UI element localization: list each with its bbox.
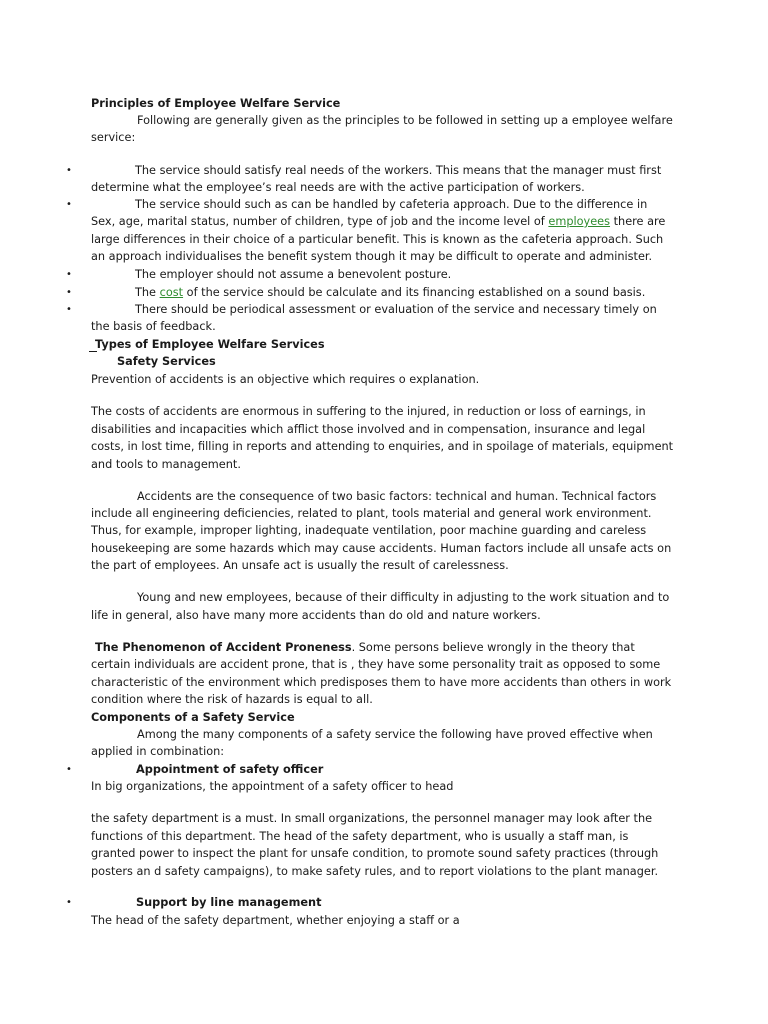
b2-line-2-pre: Sex, age, marital status, number of children, type of job and the income level of [91, 215, 549, 228]
b4-post: of the service should be calculate and its financing established on a sound basis. [183, 286, 646, 299]
costs-line-1: The costs of accidents are enormous in suffering to the injured, in reduction or loss of earnings, in [91, 405, 646, 418]
components-line-2: applied in combination: [91, 745, 225, 758]
section-title: Principles of Employee Welfare Service [91, 97, 341, 110]
components-heading: Components of a Safety Service [91, 711, 295, 724]
b1-line-1: The service should satisfy real needs of the workers. This means that the manager must first [135, 164, 662, 177]
proneness-line-2: certain individuals are accident prone, that is , they have some personality trait as opposed to some [91, 658, 661, 671]
proneness-heading: The Phenomenon of Accident Proneness [95, 641, 352, 654]
cost-link[interactable]: cost [159, 286, 184, 299]
b3-line: The employer should not assume a benevolent posture. [135, 268, 452, 281]
proneness-line-1-post: . Some persons believe wrongly in the theory that [351, 641, 635, 654]
dept-line-3: granted power to inspect the plant for unsafe condition, to promote sound safety practices (through [91, 847, 659, 860]
factors-line-1: Accidents are the consequence of two basic factors: technical and human. Technical factors [137, 490, 657, 503]
bullet-1: • [66, 165, 72, 176]
bullet-5: • [66, 304, 72, 315]
appointment-paragraph: In big organizations, the appointment of a safety officer to head [91, 780, 454, 793]
bullet-6: • [66, 764, 72, 775]
dept-line-1: the safety department is a must. In small organizations, the personnel manager may look after the [91, 812, 653, 825]
employees-link[interactable]: employees [548, 215, 611, 228]
b2-line-2 [91, 213, 665, 230]
b1-line-2: determine what the employee’s real needs are with the active participation of workers. [91, 181, 585, 194]
young-line-2: life in general, also have many more accidents than do old and nature workers. [91, 609, 541, 622]
dept-line-4: posters an d safety campaigns), to make safety rules, and to report violations to the plant manager. [91, 865, 659, 878]
list-dash [89, 351, 97, 352]
bullet-4: • [66, 287, 72, 298]
costs-line-2: disabilities and incapacities which afflict those involved and in compensation, insurance and legal [91, 423, 646, 436]
components-line-1: Among the many components of a safety service the following have proved effective when [137, 728, 653, 741]
factors-line-4: housekeeping are some hazards which may cause accidents. Human factors include all unsafe acts on [91, 542, 672, 555]
dept-line-2: functions of this department. The head of the safety department, who is usually a staff man, is [91, 830, 629, 843]
bullet-2: • [66, 199, 72, 210]
prevention-paragraph: Prevention of accidents is an objective which requires o explanation. [91, 373, 480, 386]
safety-heading: Safety Services [117, 355, 216, 368]
proneness-line-4: condition where the risk of hazards is equal to all. [91, 693, 373, 706]
proneness-line-3: characteristic of the environment which predisposes them to have more accidents than others in work [91, 676, 672, 689]
intro-line-2: service: [91, 131, 136, 144]
support-heading: Support by line management [136, 896, 322, 909]
b5-line-2: the basis of feedback. [91, 320, 216, 333]
intro-line-1: Following are generally given as the principles to be followed in setting up a employee welfare [137, 114, 673, 127]
costs-line-3: costs, in lost time, filling in reports and attending to enquiries, and in spoilage of materials, equipment [91, 440, 674, 453]
costs-line-4: and tools to management. [91, 458, 241, 471]
b4-line [135, 284, 645, 301]
factors-line-2: include all engineering deficiencies, related to plant, tools material and general work environment. [91, 507, 652, 520]
support-paragraph: The head of the safety department, whether enjoying a staff or a [91, 914, 460, 927]
bullet-7: • [66, 897, 72, 908]
proneness-line-1 [95, 639, 635, 656]
b4-pre: The [135, 286, 160, 299]
b5-line-1: There should be periodical assessment or evaluation of the service and necessary timely on [135, 303, 657, 316]
b2-line-1: The service should such as can be handled by cafeteria approach. Due to the difference in [135, 198, 648, 211]
young-line-1: Young and new employees, because of their difficulty in adjusting to the work situation and to [137, 591, 670, 604]
factors-line-3: Thus, for example, improper lighting, inadequate ventilation, poor machine guarding and careless [91, 524, 647, 537]
b2-line-3: large differences in their choice of a particular benefit. This is known as the cafeteria approach. Such [91, 233, 664, 246]
bullet-3: • [66, 269, 72, 280]
appointment-heading: Appointment of safety officer [136, 763, 324, 776]
factors-line-5: the part of employees. An unsafe act is usually the result of carelessness. [91, 559, 509, 572]
b2-line-4: an approach individualises the benefit system though it may be difficult to operate and administer. [91, 250, 653, 263]
b2-line-2-post: there are [610, 215, 666, 228]
types-heading: Types of Employee Welfare Services [95, 338, 325, 351]
